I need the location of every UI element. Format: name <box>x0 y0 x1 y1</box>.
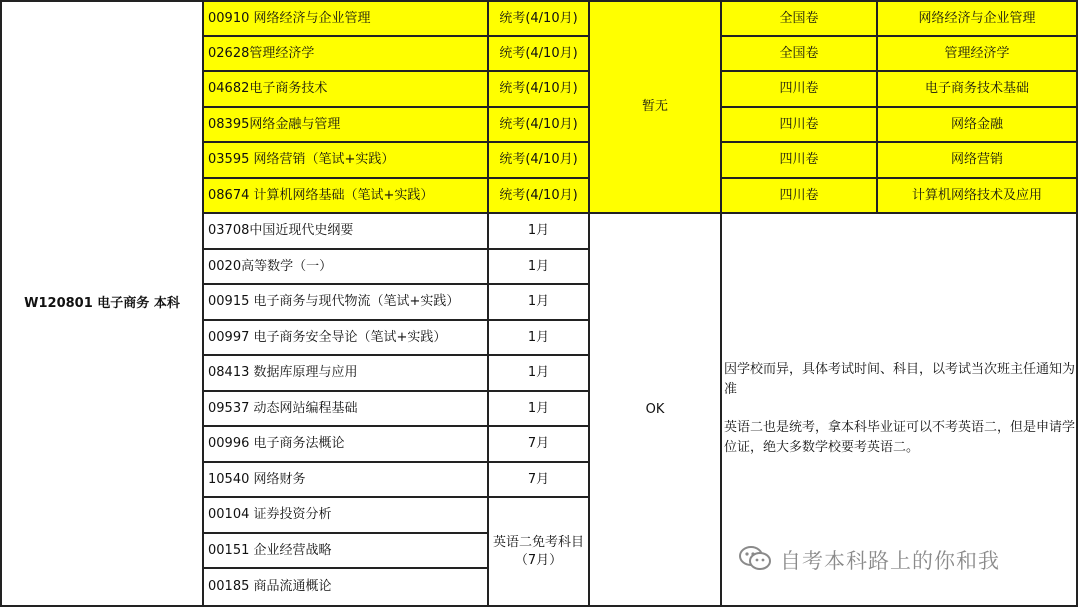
program-cell <box>0 0 204 607</box>
course-name: 03708中国近现代史纲要 <box>208 223 354 238</box>
textbook-cell <box>878 0 1078 37</box>
course-name: 03595 网络营销（笔试+实践） <box>208 152 395 167</box>
textbook-name: 网络经济与企业管理 <box>918 10 1036 26</box>
course-name: 02628管理经济学 <box>208 45 315 61</box>
exam-time: 1月 <box>527 400 550 416</box>
course-name: 00185 商品流通概论 <box>208 579 332 594</box>
course-name-cell <box>204 498 489 534</box>
paper-type: 全国卷 <box>779 10 819 26</box>
unified-status: 暂无 <box>641 99 668 114</box>
textbook-cell <box>878 108 1078 143</box>
course-name: 08413 数据库原理与应用 <box>208 365 358 380</box>
exam-time: 1月 <box>527 294 550 309</box>
course-name-cell <box>204 534 489 569</box>
paper-type-cell <box>722 143 878 179</box>
exempt-group-month: （7月） <box>514 552 563 568</box>
paper-type: 全国卷 <box>779 45 819 61</box>
exam-time: 7月 <box>527 436 550 451</box>
course-name-cell <box>204 250 489 285</box>
exam-time-cell <box>489 321 590 356</box>
course-name-cell <box>204 0 489 37</box>
course-name-cell <box>204 321 489 356</box>
exam-time-cell <box>489 285 590 321</box>
exam-time-cell <box>489 463 590 498</box>
exam-time: 1月 <box>527 365 550 380</box>
textbook-name: 电子商务技术基础 <box>924 81 1029 96</box>
paper-type-cell <box>722 37 878 72</box>
notes-paragraph: 因学校而异，具体考试时间、科目，以考试当次班主任通知为准 <box>724 362 1076 397</box>
exam-time-cell <box>489 250 590 285</box>
unified-status-cell <box>590 0 722 214</box>
exam-time-cell <box>489 37 590 72</box>
course-name: 10540 网络财务 <box>208 471 306 487</box>
course-name: 09537 动态网站编程基础 <box>208 400 358 416</box>
exam-time-cell <box>489 72 590 108</box>
exam-time-cell <box>489 143 590 179</box>
exam-time: 统考(4/10月) <box>499 187 578 203</box>
course-name-cell <box>204 463 489 498</box>
notes-text <box>724 360 1078 476</box>
exam-time: 统考(4/10月) <box>499 45 578 61</box>
paper-type-cell <box>722 108 878 143</box>
exam-time: 1月 <box>527 258 550 274</box>
course-name-cell <box>204 143 489 179</box>
course-name-cell <box>204 569 489 607</box>
school-status: OK <box>645 401 665 417</box>
textbook-name: 网络金融 <box>950 116 1003 132</box>
course-name-cell <box>204 392 489 427</box>
course-name: 00996 电子商务法概论 <box>208 436 345 451</box>
watermark <box>738 540 1068 580</box>
exam-time: 统考(4/10月) <box>499 116 578 132</box>
course-name: 00151 企业经营战略 <box>208 542 332 558</box>
exam-time: 统考(4/10月) <box>499 152 578 167</box>
paper-type: 四川卷 <box>779 116 819 132</box>
exam-time-cell <box>489 356 590 392</box>
textbook-cell <box>878 179 1078 214</box>
program-label: W120801 电子商务 本科 <box>24 295 180 311</box>
course-name: 04682电子商务技术 <box>208 81 328 96</box>
exam-time-cell <box>489 214 590 250</box>
paper-type-cell <box>722 72 878 108</box>
exam-time: 统考(4/10月) <box>499 10 578 26</box>
course-name-cell <box>204 37 489 72</box>
textbook-cell <box>878 72 1078 108</box>
exam-time-cell <box>489 108 590 143</box>
course-name: 00997 电子商务安全导论（笔试+实践） <box>208 329 447 345</box>
course-name-cell <box>204 108 489 143</box>
course-name: 08674 计算机网络基础（笔试+实践） <box>208 187 434 203</box>
exam-time: 7月 <box>527 471 550 487</box>
exam-time: 1月 <box>527 223 550 238</box>
paper-type: 四川卷 <box>779 81 819 96</box>
paper-type: 四川卷 <box>779 187 819 203</box>
school-status-cell <box>590 214 722 607</box>
course-name-cell <box>204 285 489 321</box>
exam-time: 1月 <box>527 329 550 345</box>
course-name: 00915 电子商务与现代物流（笔试+实践） <box>208 294 460 309</box>
exam-time-cell <box>489 392 590 427</box>
watermark-text: 自考本科路上的你和我 <box>780 549 1000 573</box>
textbook-cell <box>878 37 1078 72</box>
course-name-cell <box>204 214 489 250</box>
course-name-cell <box>204 356 489 392</box>
paper-type: 四川卷 <box>779 152 819 167</box>
notes-paragraph: 英语二也是统考，拿本科毕业证可以不考英语二，但是申请学位证，绝大多数学校要考英语二。 <box>724 420 1076 455</box>
course-name: 00104 证券投资分析 <box>208 507 332 522</box>
textbook-name: 计算机网络技术及应用 <box>911 187 1042 203</box>
paper-type-cell <box>722 0 878 37</box>
course-name: 00910 网络经济与企业管理 <box>208 10 371 26</box>
course-name-cell <box>204 427 489 463</box>
exam-time-cell <box>489 179 590 214</box>
textbook-name: 网络营销 <box>950 152 1003 167</box>
exam-time: 统考(4/10月) <box>499 81 578 96</box>
wechat-icon <box>738 544 772 577</box>
textbook-cell <box>878 143 1078 179</box>
exempt-group-label: 英语二免考科目 <box>492 534 584 550</box>
course-name-cell <box>204 179 489 214</box>
course-name-cell <box>204 72 489 108</box>
paper-type-cell <box>722 179 878 214</box>
exam-time-cell <box>489 0 590 37</box>
course-name: 0020高等数学（一） <box>208 258 333 274</box>
exempt-group-cell <box>489 498 590 607</box>
course-name: 08395网络金融与管理 <box>208 116 341 132</box>
textbook-name: 管理经济学 <box>944 45 1010 61</box>
exam-time-cell <box>489 427 590 463</box>
